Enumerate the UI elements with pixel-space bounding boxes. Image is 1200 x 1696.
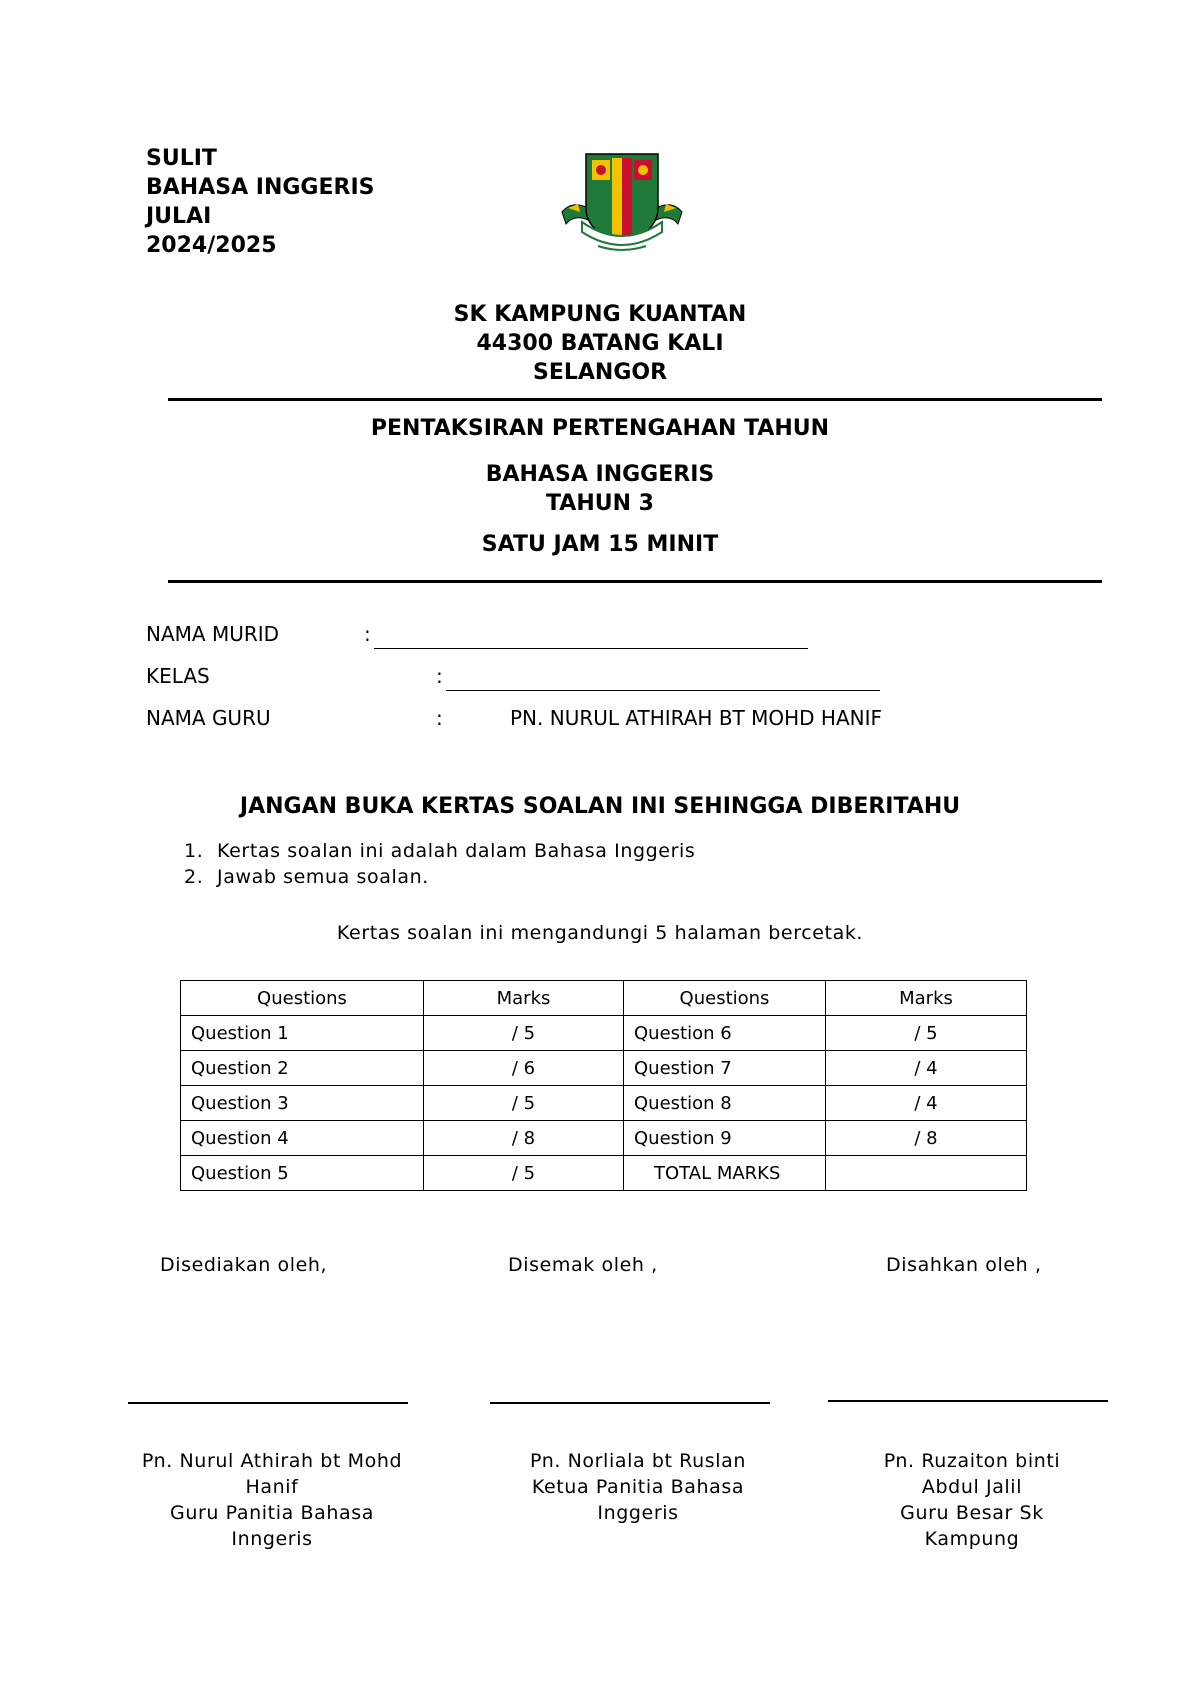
checker-name-line: Pn. Norliala bt Ruslan <box>529 1450 747 1472</box>
checker-title-line: Ketua Panitia Bahasa <box>531 1476 745 1498</box>
pages-note: Kertas soalan ini mengandungi 5 halaman bercetak. <box>336 922 864 944</box>
class-label: KELAS <box>146 664 210 688</box>
teacher-name: PN. NURUL ATHIRAH BT MOHD HANIF <box>510 706 882 730</box>
subject-label: BAHASA INGGERIS <box>146 175 375 200</box>
student-name-row <box>146 622 1126 650</box>
table-cell: Question 4 <box>181 1121 424 1156</box>
class-row <box>146 664 1126 692</box>
table-row <box>181 1121 1027 1156</box>
table-cell: / 5 <box>424 1016 624 1051</box>
table-row <box>181 1156 1027 1191</box>
table-cell: Question 3 <box>181 1086 424 1121</box>
table-cell: / 8 <box>424 1121 624 1156</box>
preparer-title-line: Inngeris <box>231 1528 313 1550</box>
column-header: Questions <box>181 981 424 1016</box>
month-label: JULAI <box>146 204 212 229</box>
column-header: Marks <box>424 981 624 1016</box>
instructions-title: JANGAN BUKA KERTAS SOALAN INI SEHINGGA DIBERITAHU <box>239 794 961 819</box>
school-crest-icon <box>558 150 686 256</box>
preparer-signature-block <box>108 1448 436 1552</box>
table-cell: Question 8 <box>624 1086 826 1121</box>
table-cell: / 8 <box>826 1121 1027 1156</box>
colon: : <box>436 664 443 688</box>
colon: : <box>364 622 371 646</box>
horizontal-rule <box>168 398 1102 401</box>
list-item: 1. Kertas soalan ini adalah dalam Bahasa Inggeris <box>184 840 696 862</box>
school-address-block <box>0 300 1200 387</box>
assessment-duration: SATU JAM 15 MINIT <box>481 532 719 557</box>
instructions-list <box>184 838 695 890</box>
table-cell: / 5 <box>424 1156 624 1191</box>
signature-line <box>128 1402 408 1404</box>
school-state: SELANGOR <box>532 360 668 385</box>
table-cell: Question 6 <box>624 1016 826 1051</box>
assessment-level: TAHUN 3 <box>546 491 654 516</box>
signature-line <box>828 1400 1108 1402</box>
approved-by-label: Disahkan oleh , <box>886 1254 1042 1276</box>
approver-signature-block <box>822 1448 1122 1552</box>
preparer-name-line: Pn. Nurul Athirah bt Mohd <box>141 1450 403 1472</box>
table-row <box>181 1051 1027 1086</box>
approver-title-line: Guru Besar Sk <box>900 1502 1044 1524</box>
table-cell: / 4 <box>826 1051 1027 1086</box>
student-name-label: NAMA MURID <box>146 622 280 646</box>
teacher-label: NAMA GURU <box>146 706 271 730</box>
assessment-subject-block <box>0 460 1200 518</box>
table-row <box>181 1016 1027 1051</box>
table-cell: / 5 <box>826 1016 1027 1051</box>
assessment-subject: BAHASA INGGERIS <box>485 462 715 487</box>
preparer-title-line: Guru Panitia Bahasa <box>170 1502 374 1524</box>
colon: : <box>436 706 443 730</box>
table-cell: Question 1 <box>181 1016 424 1051</box>
approver-name-line: Pn. Ruzaiton binti <box>883 1450 1061 1472</box>
total-marks-label: TOTAL MARKS <box>624 1156 826 1191</box>
approver-name-line: Abdul Jalil <box>921 1476 1023 1498</box>
table-cell: / 4 <box>826 1086 1027 1121</box>
checker-signature-block <box>478 1448 798 1526</box>
total-marks-field[interactable] <box>826 1156 1027 1191</box>
table-cell: Question 2 <box>181 1051 424 1086</box>
approver-title-line: Kampung <box>924 1528 1020 1550</box>
prepared-by-label: Disediakan oleh, <box>160 1254 328 1276</box>
checker-title-line: Inggeris <box>597 1502 679 1524</box>
marks-table <box>180 980 1027 1191</box>
teacher-row <box>146 706 1126 734</box>
table-cell: / 5 <box>424 1086 624 1121</box>
table-cell: Question 7 <box>624 1051 826 1086</box>
school-postcode-town: 44300 BATANG KALI <box>476 331 724 356</box>
table-cell: / 6 <box>424 1051 624 1086</box>
table-cell: Question 9 <box>624 1121 826 1156</box>
school-name: SK KAMPUNG KUANTAN <box>453 302 747 327</box>
confidential-label: SULIT <box>146 146 217 171</box>
table-header-row <box>181 981 1027 1016</box>
column-header: Marks <box>826 981 1027 1016</box>
signature-line <box>490 1402 770 1404</box>
horizontal-rule <box>168 580 1102 583</box>
list-item: 2. Jawab semua soalan. <box>184 866 429 888</box>
table-cell: Question 5 <box>181 1156 424 1191</box>
preparer-name-line: Hanif <box>245 1476 299 1498</box>
class-field[interactable] <box>446 690 880 691</box>
document-header-info <box>146 144 374 260</box>
session-label: 2024/2025 <box>146 233 277 258</box>
student-name-field[interactable] <box>374 648 808 649</box>
column-header: Questions <box>624 981 826 1016</box>
table-row <box>181 1086 1027 1121</box>
assessment-title: PENTAKSIRAN PERTENGAHAN TAHUN <box>370 416 830 441</box>
checked-by-label: Disemak oleh , <box>508 1254 658 1276</box>
